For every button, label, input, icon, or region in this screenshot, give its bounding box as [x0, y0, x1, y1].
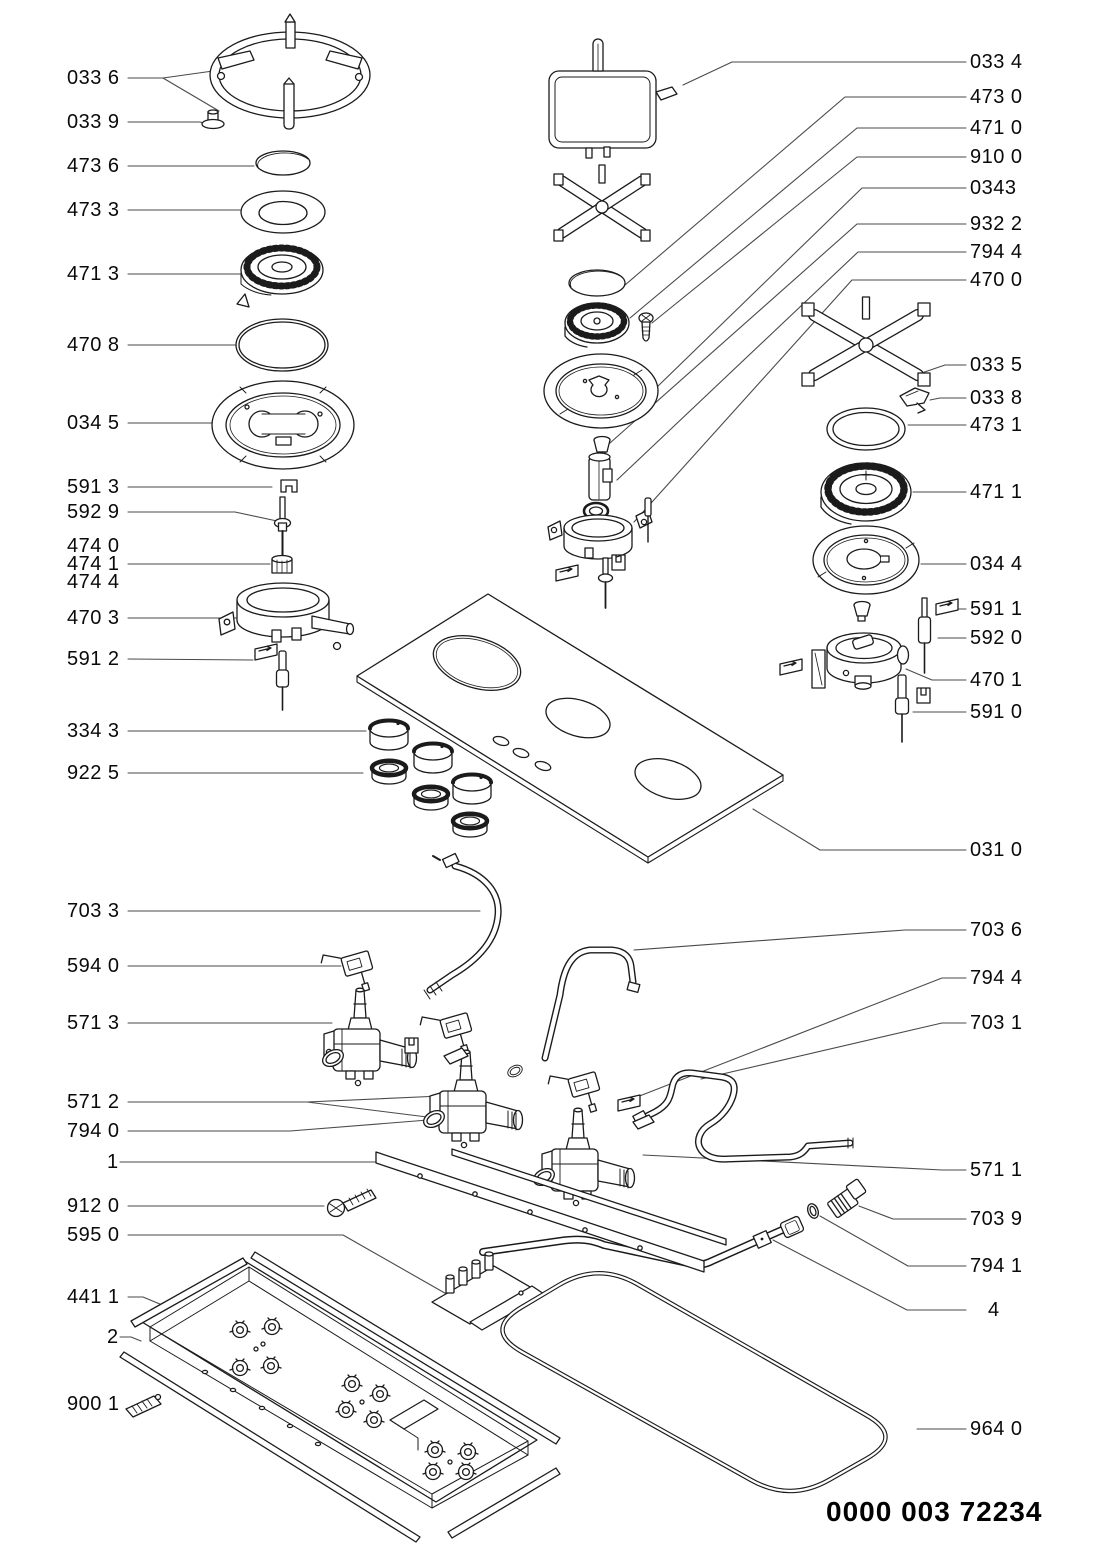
- part-igniter-large: [275, 497, 291, 555]
- label-571-2: 571 2: [67, 1091, 120, 1113]
- label-591-0: 591 0: [970, 701, 1023, 723]
- part-terminal-plug: [126, 1395, 161, 1418]
- part-oring-medium: [827, 408, 905, 450]
- part-electrode-large: [255, 644, 289, 710]
- label-473-1: 473 1: [970, 414, 1023, 436]
- label-703-9: 703 9: [970, 1208, 1023, 1230]
- label-334-3: 334 3: [67, 720, 120, 742]
- label-932-2: 932 2: [970, 213, 1023, 235]
- label-794-1: 794 1: [970, 1255, 1023, 1277]
- drawing-number: 0000 003 72234: [826, 1496, 1043, 1527]
- part-elbow-fitting: [825, 1179, 869, 1219]
- part-igniter-medium: [919, 598, 931, 673]
- part-screw-small: [639, 313, 653, 341]
- label-912-0: 912 0: [67, 1195, 120, 1217]
- part-electrode-medium: [896, 675, 909, 742]
- label-item-4: 4: [988, 1299, 1000, 1321]
- part-gas-pipe-top: [424, 854, 498, 999]
- label-470-0: 470 0: [970, 269, 1023, 291]
- label-592-0: 592 0: [970, 627, 1023, 649]
- label-964-0: 964 0: [970, 1418, 1023, 1440]
- part-nozzle-medium: [854, 602, 870, 622]
- label-034-5: 034 5: [67, 412, 120, 434]
- label-794-4-mid: 794 4: [970, 967, 1023, 989]
- part-screw-flat: [328, 1189, 377, 1217]
- part-pan-support-small: [554, 165, 650, 241]
- part-gas-valves: [324, 988, 635, 1205]
- part-burner-body-large: [219, 583, 354, 650]
- part-burner-head-large: [237, 246, 323, 307]
- label-910-0: 910 0: [970, 146, 1023, 168]
- label-571-3: 571 3: [67, 1012, 120, 1034]
- label-473-6: 473 6: [67, 155, 120, 177]
- label-591-3: 591 3: [67, 476, 120, 498]
- part-gas-pipe-mid: [545, 950, 640, 1058]
- part-burner-plate-large: [212, 381, 354, 469]
- part-burner-body-medium: [780, 633, 909, 689]
- part-burner-cap-large: [256, 151, 310, 175]
- label-474-1: 474 1: [67, 553, 120, 575]
- label-474-4: 474 4: [67, 571, 120, 593]
- label-470-1: 470 1: [970, 669, 1023, 691]
- part-burner-cap-small: [569, 270, 625, 296]
- label-470-3: 470 3: [67, 607, 120, 629]
- label-033-6: 033 6: [67, 67, 120, 89]
- label-900-1: 900 1: [67, 1393, 120, 1415]
- label-922-5: 922 5: [67, 762, 120, 784]
- label-471-0: 471 0: [970, 117, 1023, 139]
- part-burner-head-medium: [821, 463, 911, 524]
- label-033-8: 033 8: [970, 387, 1023, 409]
- label-033-9: 033 9: [67, 111, 120, 133]
- label-595-0: 595 0: [67, 1224, 120, 1246]
- part-burner-plate-small: [544, 354, 658, 428]
- part-cap-seal-large: [241, 191, 325, 233]
- part-grid-stand: [549, 39, 677, 158]
- part-spark-generator: [432, 1252, 544, 1330]
- label-594-0: 594 0: [67, 955, 120, 977]
- part-spark-plug-clip: [281, 480, 297, 492]
- part-injector: [272, 556, 292, 574]
- label-703-6: 703 6: [970, 919, 1023, 941]
- label-031-0: 031 0: [970, 839, 1023, 861]
- label-034-4: 034 4: [970, 553, 1023, 575]
- part-clamp: [900, 388, 929, 413]
- label-441-1: 441 1: [67, 1286, 120, 1308]
- label-item-1: 1: [107, 1151, 119, 1173]
- part-pan-support-wok: [210, 14, 370, 129]
- label-0343: 0343: [970, 177, 1017, 199]
- part-igniter-small: [599, 558, 613, 608]
- label-794-0: 794 0: [67, 1120, 120, 1142]
- part-burner-head-small: [565, 303, 629, 347]
- label-033-4: 033 4: [970, 51, 1023, 73]
- label-473-3: 473 3: [67, 199, 120, 221]
- label-571-1: 571 1: [970, 1159, 1023, 1181]
- part-burner-plate-medium: [813, 526, 919, 594]
- part-oring-large: [236, 319, 328, 371]
- label-471-3: 471 3: [67, 263, 120, 285]
- part-cooktop-panel: [357, 594, 783, 863]
- label-591-1: 591 1: [970, 598, 1023, 620]
- label-703-1: 703 1: [970, 1012, 1023, 1034]
- label-592-9: 592 9: [67, 501, 120, 523]
- part-support-foot: [202, 110, 224, 129]
- label-471-1: 471 1: [970, 481, 1023, 503]
- label-703-3: 703 3: [67, 900, 120, 922]
- label-474-0: 474 0: [67, 535, 120, 557]
- label-470-8: 470 8: [67, 334, 120, 356]
- part-seal: [503, 1273, 886, 1491]
- part-injector-holder: [584, 453, 612, 519]
- label-473-0: 473 0: [970, 86, 1023, 108]
- label-item-2: 2: [107, 1326, 119, 1348]
- label-591-2: 591 2: [67, 648, 120, 670]
- label-794-4-top: 794 4: [970, 241, 1023, 263]
- label-033-5: 033 5: [970, 354, 1023, 376]
- part-pan-support-medium: [802, 297, 930, 386]
